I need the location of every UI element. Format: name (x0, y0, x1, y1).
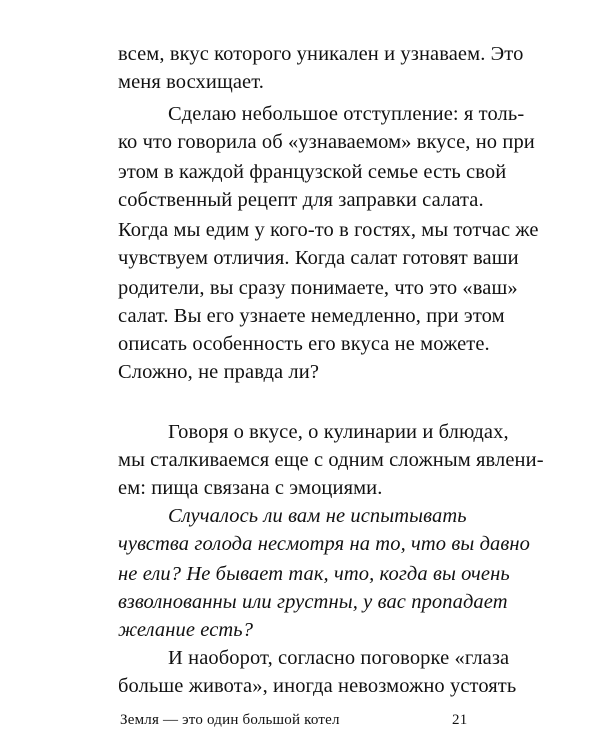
italic-text-line: чувства голода несмотря на то, что вы давно (118, 533, 531, 555)
page-number: 21 (452, 712, 468, 728)
text-line: ем: пища связана с эмоциями. (118, 477, 383, 499)
text-line: собственный рецепт для заправки салата. (118, 189, 484, 211)
text-line: меня восхищает. (118, 71, 264, 93)
text-line: ко что говорила об «узнаваемом» вкусе, но при (118, 131, 535, 153)
text-line: мы сталкиваемся еще с одним сложным явлени- (118, 449, 544, 471)
text-line: салат. Вы его узнаете немедленно, при этом (118, 305, 505, 327)
text-line: больше живота», иногда невозможно устоять (118, 675, 517, 697)
text-line: Сложно, не правда ли? (118, 361, 320, 383)
italic-text-line: взволнованны или грустны, у вас пропадает (118, 591, 508, 613)
italic-text-line: Случалось ли вам не испытывать (168, 505, 467, 527)
text-line: этом в каждой французской семье есть свой (118, 161, 507, 183)
text-line: Говоря о вкусе, о кулинарии и блюдах, (168, 421, 509, 443)
italic-text-line: не ели? Не бывает так, что, когда вы очень (118, 563, 510, 585)
text-line: описать особенность его вкуса не можете. (118, 333, 490, 355)
running-title: Земля — это один большой котел (120, 712, 340, 728)
text-line: всем, вкус которого уникален и узнаваем. Это (118, 43, 524, 65)
italic-text-line: желание есть? (118, 619, 254, 641)
text-line: чувствуем отличия. Когда салат готовят ваши (118, 247, 519, 269)
text-line: родители, вы сразу понимаете, что это «ваш» (118, 277, 518, 299)
text-line: И наоборот, согласно поговорке «глаза (168, 647, 510, 669)
text-line: Сделаю небольшое отступление: я толь- (168, 103, 525, 125)
text-line: Когда мы едим у кого-то в гостях, мы тотчас же (118, 219, 539, 241)
